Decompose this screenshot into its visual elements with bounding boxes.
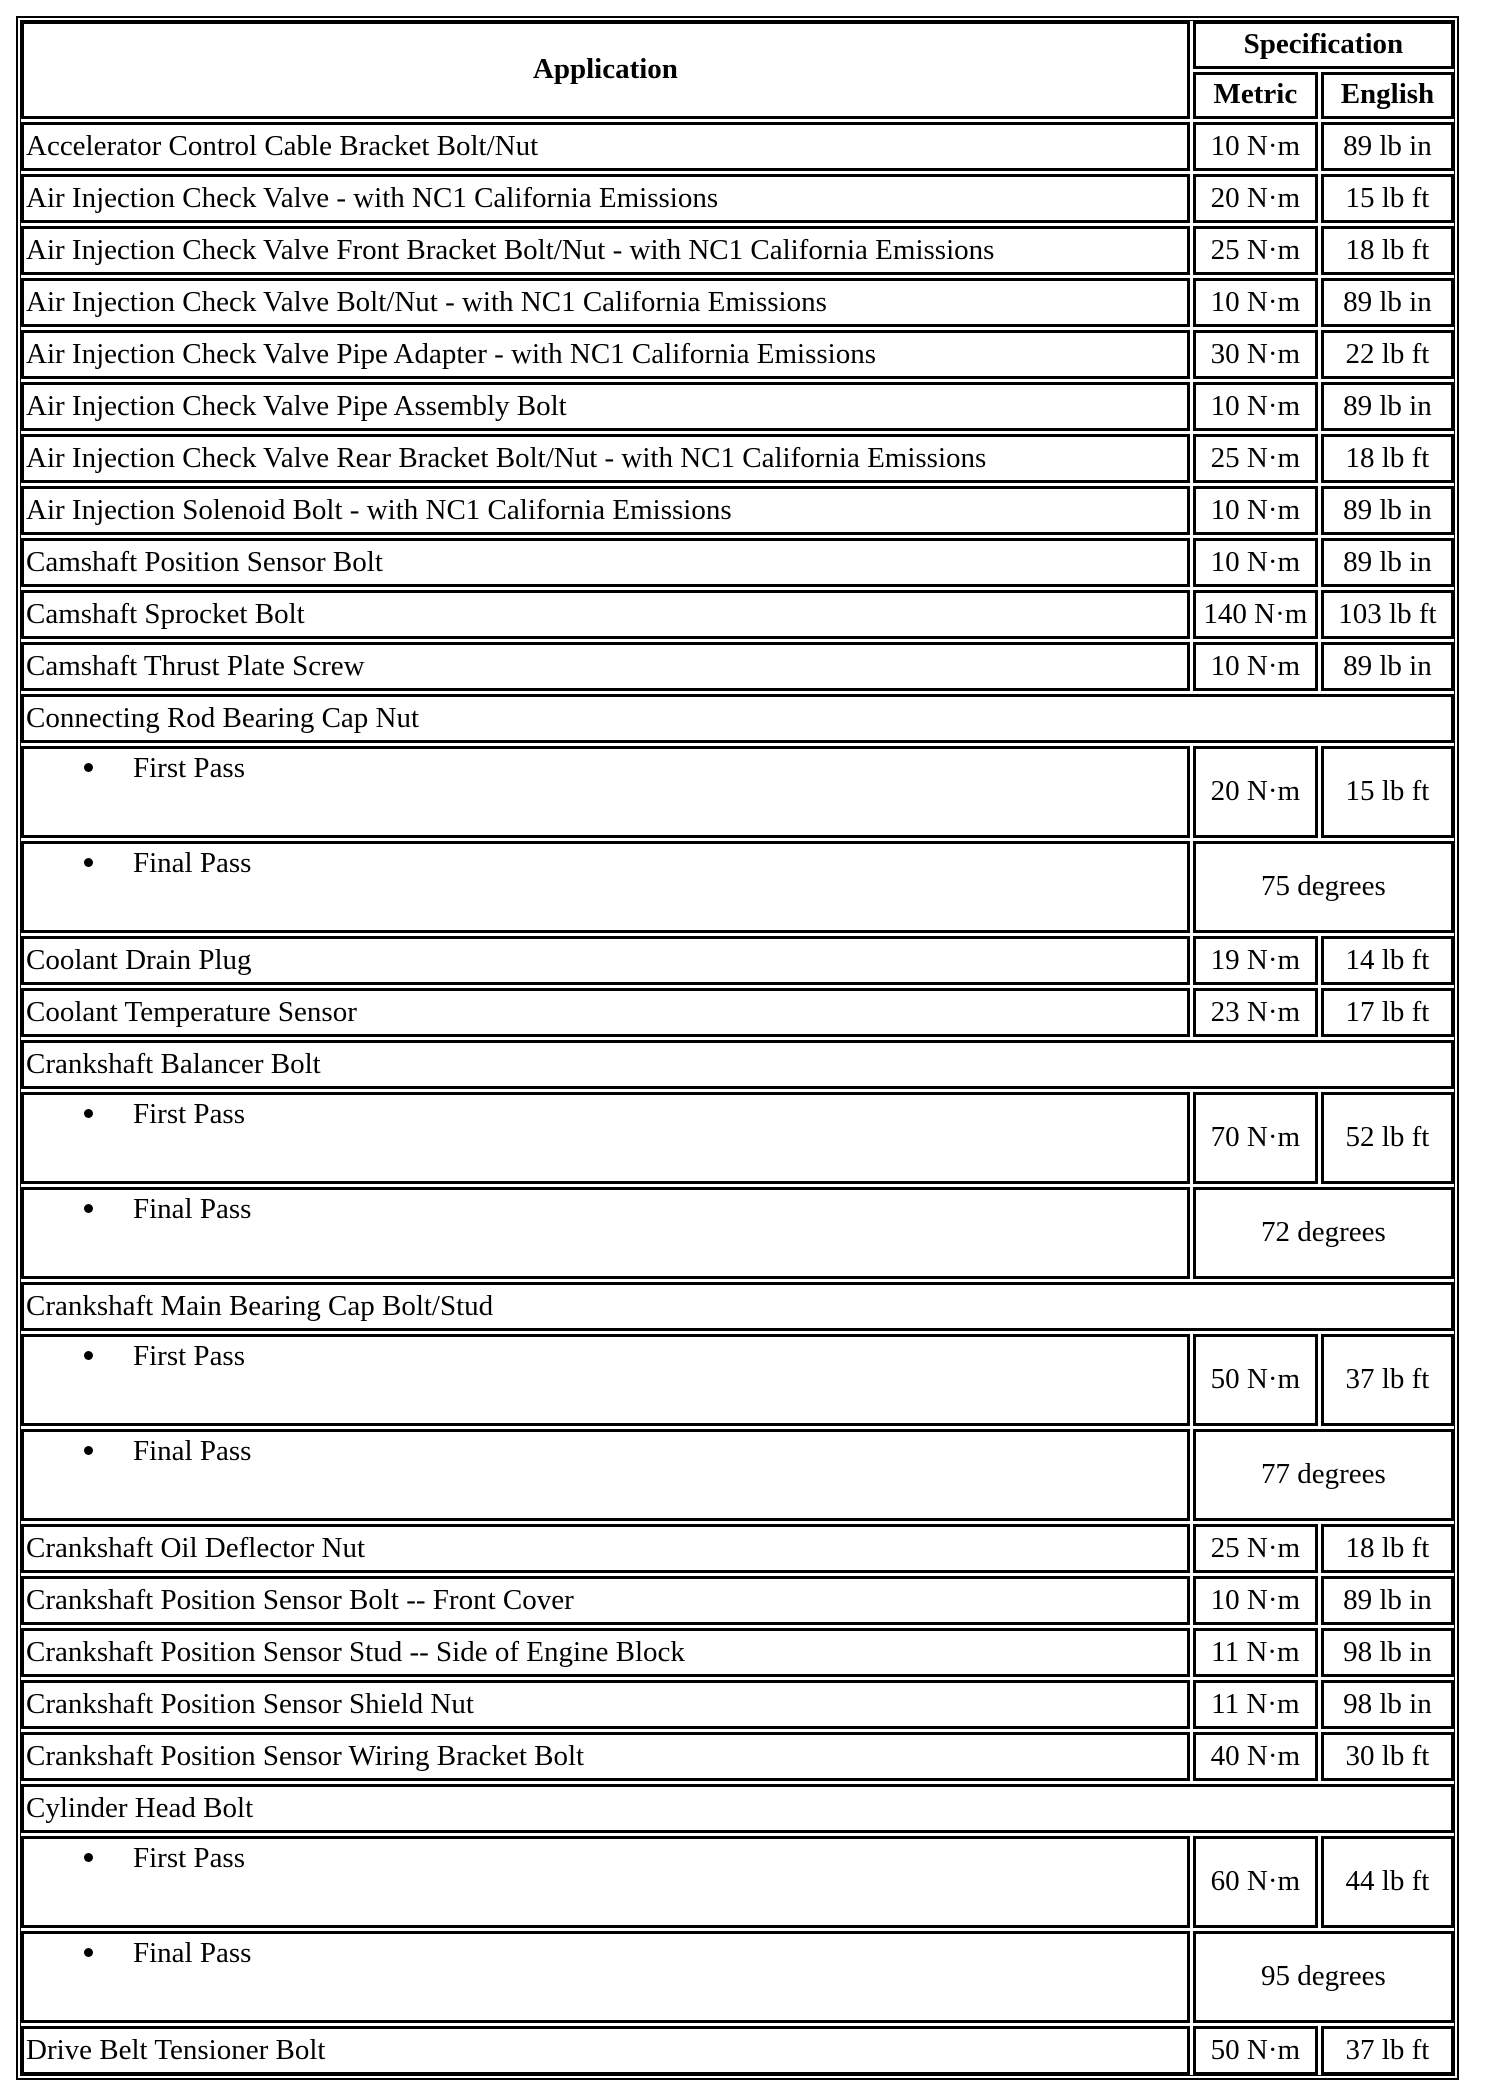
pass-label: First Pass — [133, 752, 246, 784]
pass-row — [21, 1836, 1454, 1928]
metric-value: 50 N·m — [1193, 1334, 1318, 1426]
torque-specification-table — [16, 16, 1459, 2080]
pass-row — [21, 1187, 1454, 1279]
table-row — [21, 486, 1454, 535]
group-application-cell: Crankshaft Main Bearing Cap Bolt/Stud — [21, 1282, 1454, 1331]
table-row — [21, 122, 1454, 171]
pass-application-cell — [21, 1931, 1190, 2023]
pass-label: Final Pass — [133, 847, 252, 879]
english-value: 103 lb ft — [1321, 590, 1454, 639]
english-value: 30 lb ft — [1321, 1732, 1454, 1781]
table-row — [21, 278, 1454, 327]
pass-application-cell — [21, 1334, 1190, 1426]
english-value: 37 lb ft — [1321, 2026, 1454, 2075]
pass-label: First Pass — [133, 1842, 246, 1874]
english-value: 89 lb in — [1321, 486, 1454, 535]
table-row — [21, 330, 1454, 379]
metric-value: 20 N·m — [1193, 746, 1318, 838]
application-cell: Crankshaft Position Sensor Bolt -- Front Cover — [21, 1576, 1190, 1625]
pass-row — [21, 841, 1454, 933]
metric-value: 25 N·m — [1193, 1524, 1318, 1573]
pass-row — [21, 1334, 1454, 1426]
application-cell: Air Injection Solenoid Bolt - with NC1 California Emissions — [21, 486, 1190, 535]
application-cell: Accelerator Control Cable Bracket Bolt/Nut — [21, 122, 1190, 171]
application-cell: Air Injection Check Valve Rear Bracket Bolt/Nut - with NC1 California Emissions — [21, 434, 1190, 483]
pass-label: Final Pass — [133, 1435, 252, 1467]
metric-value: 20 N·m — [1193, 174, 1318, 223]
bullet-icon — [84, 858, 93, 867]
application-cell: Crankshaft Oil Deflector Nut — [21, 1524, 1190, 1573]
pass-label: First Pass — [133, 1340, 246, 1372]
metric-value: 10 N·m — [1193, 122, 1318, 171]
application-cell: Crankshaft Position Sensor Stud -- Side of Engine Block — [21, 1628, 1190, 1677]
english-value: 98 lb in — [1321, 1628, 1454, 1677]
angle-value: 77 degrees — [1193, 1429, 1454, 1521]
column-header-english: English — [1321, 72, 1454, 120]
metric-value: 60 N·m — [1193, 1836, 1318, 1928]
group-application-cell: Cylinder Head Bolt — [21, 1784, 1454, 1833]
pass-application-cell — [21, 1429, 1190, 1521]
english-value: 89 lb in — [1321, 642, 1454, 691]
table-row — [21, 538, 1454, 587]
table-row — [21, 642, 1454, 691]
group-application-cell: Crankshaft Balancer Bolt — [21, 1040, 1454, 1089]
application-cell: Air Injection Check Valve Front Bracket Bolt/Nut - with NC1 California Emissions — [21, 226, 1190, 275]
english-value: 89 lb in — [1321, 122, 1454, 171]
application-cell: Camshaft Thrust Plate Screw — [21, 642, 1190, 691]
table-row — [21, 226, 1454, 275]
english-value: 89 lb in — [1321, 382, 1454, 431]
pass-row — [21, 1429, 1454, 1521]
table-row — [21, 434, 1454, 483]
column-header-application: Application — [21, 21, 1190, 119]
pass-row — [21, 1931, 1454, 2023]
application-cell: Drive Belt Tensioner Bolt — [21, 2026, 1190, 2075]
table-row — [21, 1576, 1454, 1625]
metric-value: 25 N·m — [1193, 226, 1318, 275]
metric-value: 25 N·m — [1193, 434, 1318, 483]
application-cell: Crankshaft Position Sensor Shield Nut — [21, 1680, 1190, 1729]
application-cell: Camshaft Sprocket Bolt — [21, 590, 1190, 639]
english-value: 52 lb ft — [1321, 1092, 1454, 1184]
group-header-row — [21, 1784, 1454, 1833]
column-header-specification: Specification — [1193, 21, 1454, 69]
table-row — [21, 174, 1454, 223]
table-row — [21, 2026, 1454, 2075]
english-value: 22 lb ft — [1321, 330, 1454, 379]
table-body — [21, 122, 1454, 2075]
english-value: 14 lb ft — [1321, 936, 1454, 985]
pass-label: Final Pass — [133, 1193, 252, 1225]
metric-value: 70 N·m — [1193, 1092, 1318, 1184]
english-value: 98 lb in — [1321, 1680, 1454, 1729]
bullet-icon — [84, 763, 93, 772]
group-header-row — [21, 1282, 1454, 1331]
english-value: 17 lb ft — [1321, 988, 1454, 1037]
metric-value: 10 N·m — [1193, 642, 1318, 691]
bullet-icon — [84, 1948, 93, 1957]
bullet-icon — [84, 1446, 93, 1455]
english-value: 15 lb ft — [1321, 174, 1454, 223]
english-value: 18 lb ft — [1321, 226, 1454, 275]
metric-value: 140 N·m — [1193, 590, 1318, 639]
english-value: 89 lb in — [1321, 538, 1454, 587]
metric-value: 19 N·m — [1193, 936, 1318, 985]
application-cell: Coolant Drain Plug — [21, 936, 1190, 985]
bullet-icon — [84, 1853, 93, 1862]
metric-value: 23 N·m — [1193, 988, 1318, 1037]
metric-value: 50 N·m — [1193, 2026, 1318, 2075]
application-cell: Air Injection Check Valve Bolt/Nut - with NC1 California Emissions — [21, 278, 1190, 327]
table-row — [21, 1628, 1454, 1677]
bullet-icon — [84, 1109, 93, 1118]
pass-row — [21, 746, 1454, 838]
bullet-icon — [84, 1351, 93, 1360]
column-header-metric: Metric — [1193, 72, 1318, 120]
metric-value: 40 N·m — [1193, 1732, 1318, 1781]
table-row — [21, 1524, 1454, 1573]
table-row — [21, 1732, 1454, 1781]
header-row — [21, 21, 1454, 69]
pass-application-cell — [21, 1092, 1190, 1184]
group-header-row — [21, 1040, 1454, 1089]
english-value: 18 lb ft — [1321, 1524, 1454, 1573]
application-cell: Camshaft Position Sensor Bolt — [21, 538, 1190, 587]
pass-application-cell — [21, 841, 1190, 933]
metric-value: 10 N·m — [1193, 278, 1318, 327]
metric-value: 10 N·m — [1193, 538, 1318, 587]
application-cell: Air Injection Check Valve - with NC1 California Emissions — [21, 174, 1190, 223]
english-value: 89 lb in — [1321, 1576, 1454, 1625]
metric-value: 10 N·m — [1193, 486, 1318, 535]
group-header-row — [21, 694, 1454, 743]
pass-label: Final Pass — [133, 1937, 252, 1969]
metric-value: 11 N·m — [1193, 1628, 1318, 1677]
bullet-icon — [84, 1204, 93, 1213]
application-cell: Air Injection Check Valve Pipe Adapter - with NC1 California Emissions — [21, 330, 1190, 379]
application-cell: Crankshaft Position Sensor Wiring Bracket Bolt — [21, 1732, 1190, 1781]
table-row — [21, 988, 1454, 1037]
group-application-cell: Connecting Rod Bearing Cap Nut — [21, 694, 1454, 743]
pass-application-cell — [21, 746, 1190, 838]
english-value: 18 lb ft — [1321, 434, 1454, 483]
pass-application-cell — [21, 1836, 1190, 1928]
metric-value: 10 N·m — [1193, 382, 1318, 431]
english-value: 89 lb in — [1321, 278, 1454, 327]
application-cell: Coolant Temperature Sensor — [21, 988, 1190, 1037]
angle-value: 72 degrees — [1193, 1187, 1454, 1279]
angle-value: 95 degrees — [1193, 1931, 1454, 2023]
angle-value: 75 degrees — [1193, 841, 1454, 933]
metric-value: 11 N·m — [1193, 1680, 1318, 1729]
metric-value: 30 N·m — [1193, 330, 1318, 379]
application-cell: Air Injection Check Valve Pipe Assembly Bolt — [21, 382, 1190, 431]
english-value: 44 lb ft — [1321, 1836, 1454, 1928]
table-row — [21, 936, 1454, 985]
table-row — [21, 590, 1454, 639]
table-row — [21, 1680, 1454, 1729]
pass-label: First Pass — [133, 1098, 246, 1130]
pass-row — [21, 1092, 1454, 1184]
english-value: 15 lb ft — [1321, 746, 1454, 838]
pass-application-cell — [21, 1187, 1190, 1279]
table-row — [21, 382, 1454, 431]
metric-value: 10 N·m — [1193, 1576, 1318, 1625]
english-value: 37 lb ft — [1321, 1334, 1454, 1426]
